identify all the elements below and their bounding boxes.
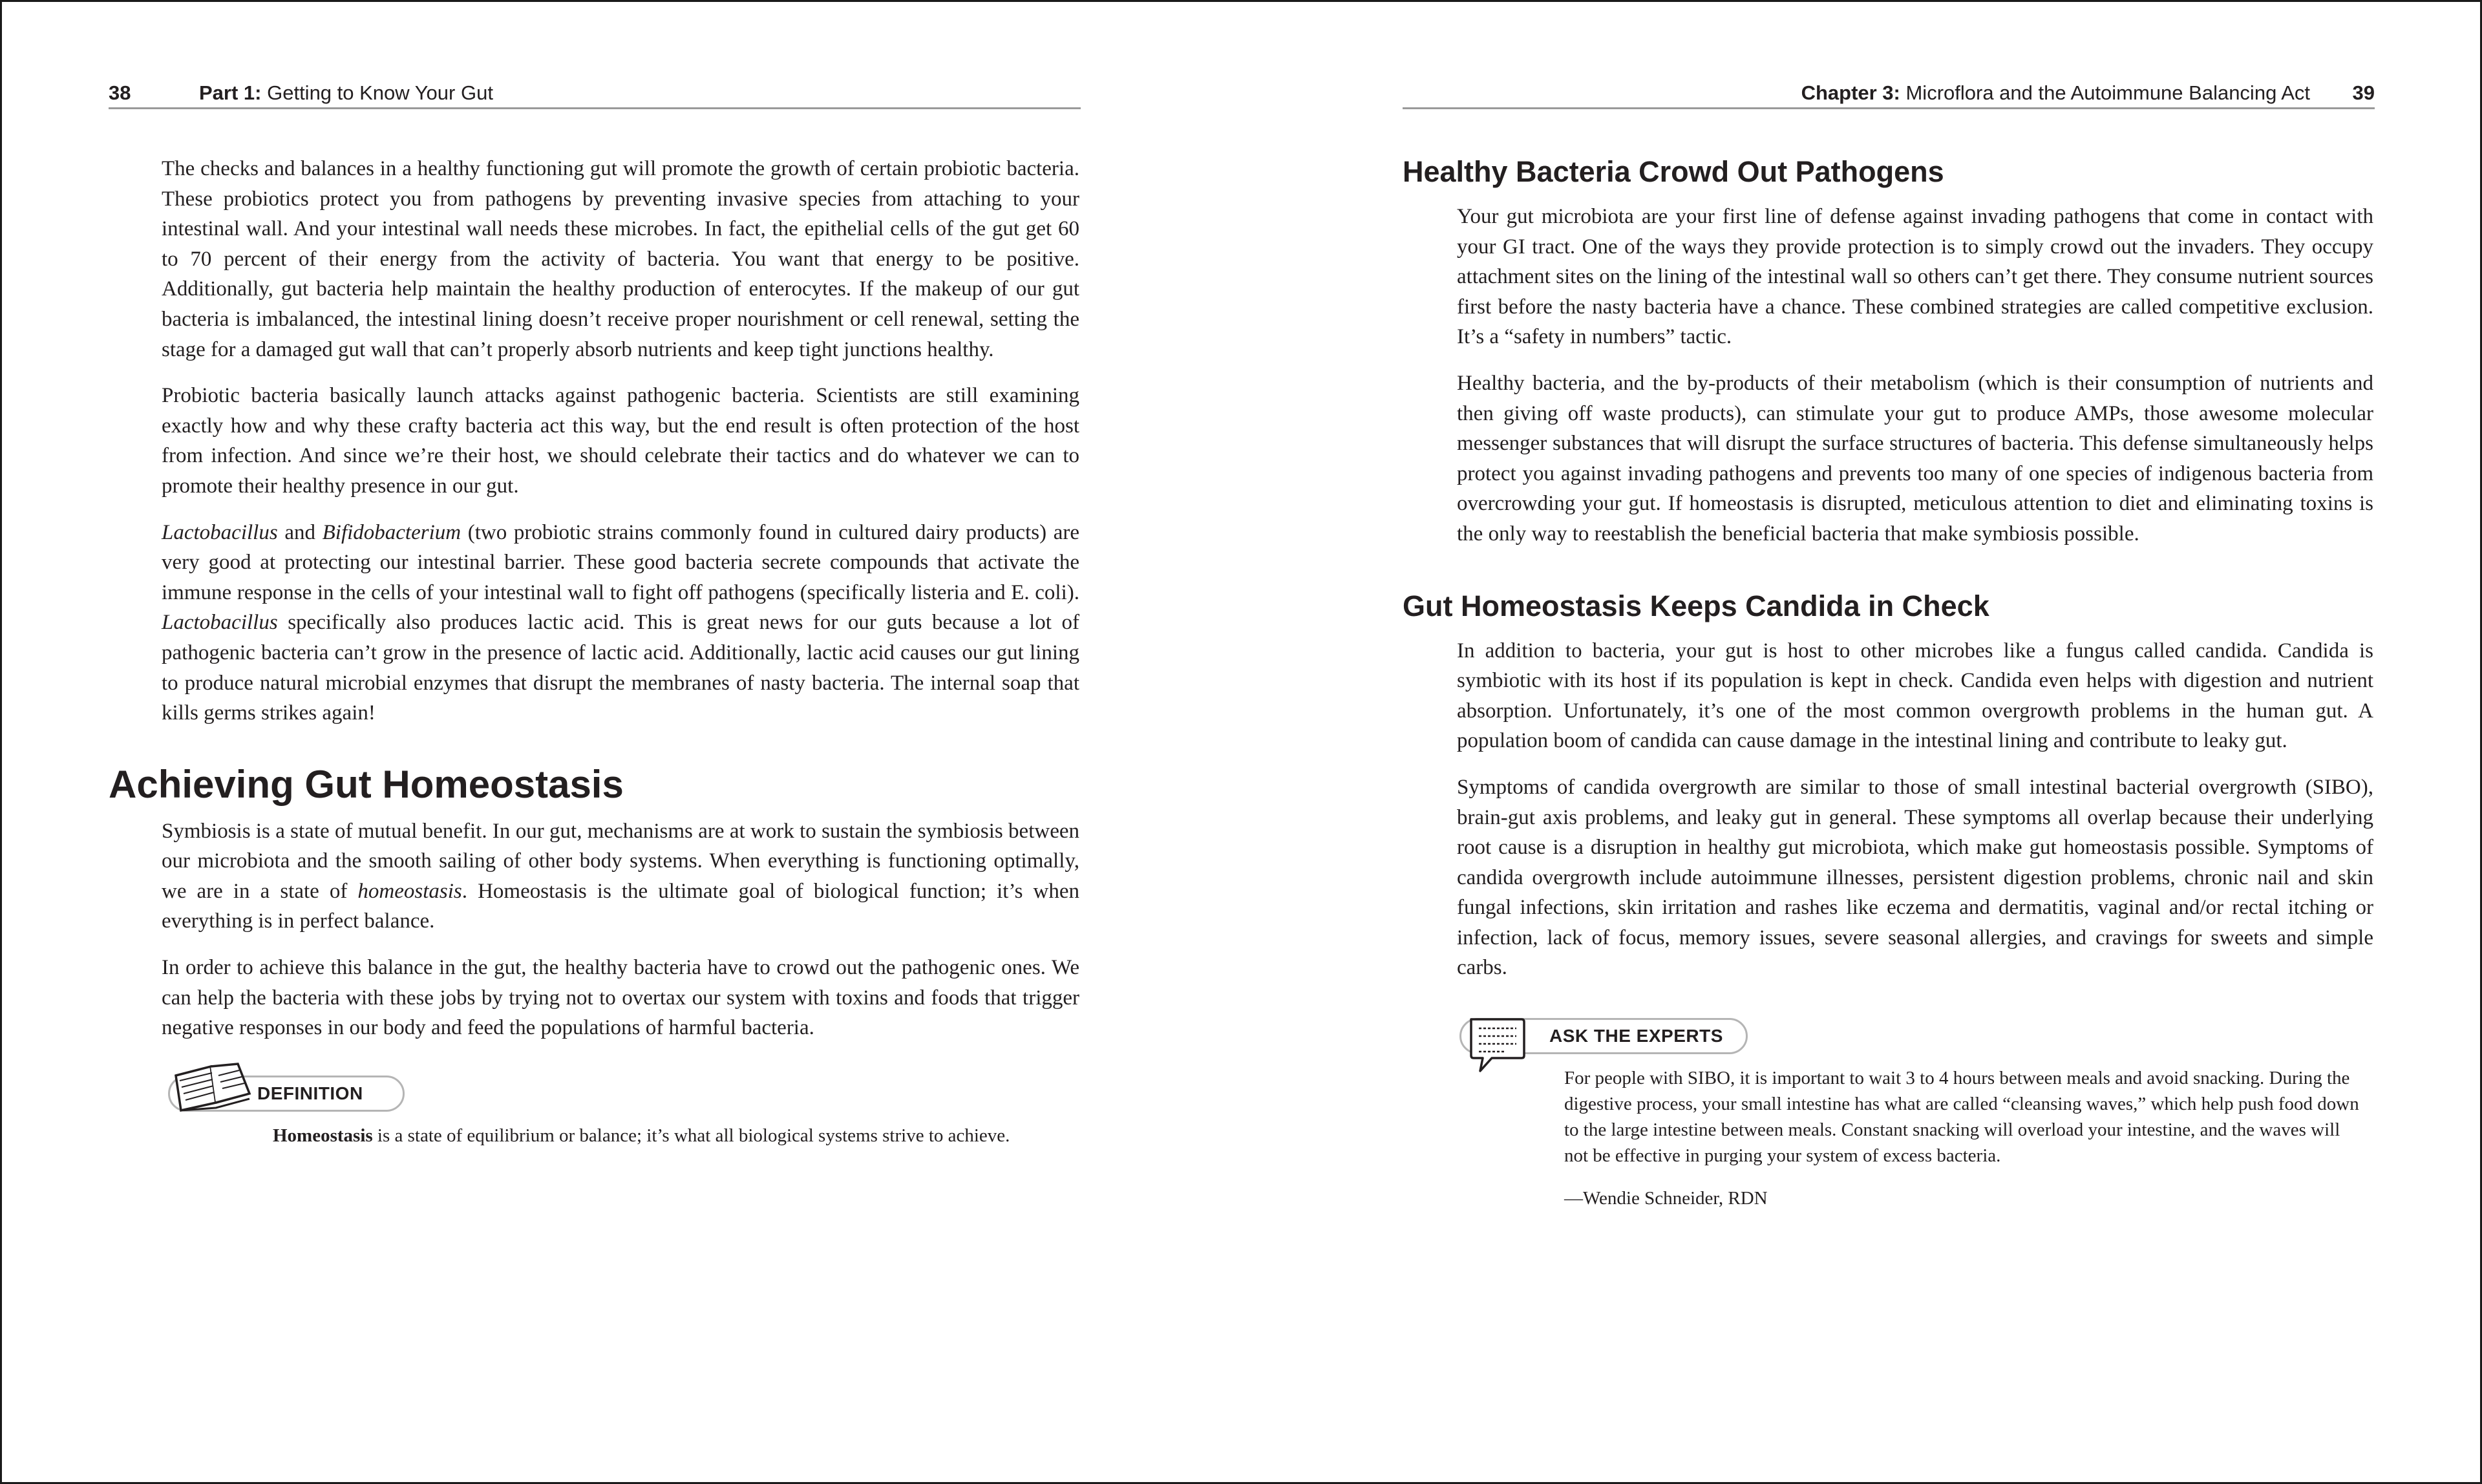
definition-sidebar	[109, 1076, 1081, 1149]
italic-term: Bifidobacterium	[322, 520, 461, 544]
paragraph	[162, 518, 1079, 728]
definition-term: Homeostasis	[273, 1125, 373, 1146]
italic-term: Lactobacillus	[162, 611, 278, 635]
definition-body: is a state of equilibrium or balance; it’s what all biological systems strive to achieve.	[372, 1125, 1010, 1146]
running-head-left	[109, 79, 1081, 109]
chapter-title-text: Microflora and the Autoimmune Balancing Act	[1900, 81, 2310, 104]
experts-attribution: —Wendie Schneider, RDN	[1564, 1188, 1768, 1209]
open-book-icon	[171, 1061, 261, 1113]
paragraph: Healthy bacteria, and the by-products of their metabolism (which is their consumption of nutrients and then giving off waste products), can stimulate your gut to produce AMPs, those awesome molecular messenger substances that will disrupt the surface structures of bacteria. This defense simultaneously helps protect you against invading pathogens and prevents too many of one species of indigenous bacteria from overcrowding your gut. If homeostasis is disrupted, meticulous attention to diet and eliminating toxins is the only way to reestablish the beneficial bacteria that make symbiosis possible.	[1457, 371, 2373, 546]
text-span: and	[277, 520, 323, 544]
definition-text	[273, 1123, 1113, 1149]
definition-label-text: DEFINITION	[257, 1083, 363, 1103]
paragraph: Symptoms of candida overgrowth are similar to those of small intestinal bacterial overgrowth (SIBO), brain-gut axis problems, and leaky gut in general. These symptoms all overlap because their underlying root cause is a disruption in healthy gut microbiota, which make gut homeostasis possible. Symptoms of candida overgrowth include autoimmune illnesses, persistent digestion problems, chronic nail and skin fungal infections, skin irritation and rashes like eczema and dermatitis, vaginal and/or rectal itching or infection, lack of focus, memory issues, severe seasonal allergies, and cravings for sweets and simple carbs.	[1457, 775, 2373, 980]
page-number-right: 39	[2352, 81, 2375, 104]
section-heading: Gut Homeostasis Keeps Candida in Check	[1403, 589, 1989, 622]
paragraph: In order to achieve this balance in the gut, the healthy bacteria have to crowd out the pathogenic ones. We can help the bacteria with these jobs by trying not to overtax our system with toxins and foods that trigger negative responses in our body and feed the populations of harmful bacteria.	[162, 956, 1079, 1040]
italic-term: Lactobacillus	[162, 520, 278, 544]
italic-term: homeostasis	[357, 879, 462, 903]
section-heading: Healthy Bacteria Crowd Out Pathogens	[1403, 155, 1944, 188]
section-heading: Achieving Gut Homeostasis	[109, 762, 624, 806]
part-title-text: Getting to Know Your Gut	[261, 81, 493, 104]
paragraph: The checks and balances in a healthy functioning gut will promote the growth of certain probiotic bacteria. These probiotics protect you from pathogens by preventing invasive species from attaching to your intestinal wall. And your intestinal wall needs these microbes. In fact, the epithelial cells of the gut get 60 to 70 percent of their energy from the activity of bacteria. You want that energy to be positive. Additionally, gut bacteria help maintain the healthy production of enterocytes. If the makeup of our gut bacteria is imbalanced, the intestinal lining doesn’t receive proper nourishment or cell renewal, setting the stage for a damaged gut wall that can’t properly absorb nutrients and keep tight junctions healthy.	[162, 157, 1079, 361]
text-span: Symbiosis is a state of mutual benefit. In our gut, mechanisms are at work to sustain the symbiosis between our microbiota and the smooth sailing of other body systems. When everything is functioning optimally, we are in a state of	[162, 819, 1079, 903]
experts-text: For people with SIBO, it is important to wait 3 to 4 hours between meals and avoid snacking. During the digestive process, your small intestine has what are called “cleansing waves,” which help push food down to the large intestine between meals. Constant snacking will overload your intestine, and the waves will not be effective in purging your system of excess bacteria.	[1564, 1068, 2359, 1167]
text-span: (two probiotic strains commonly found in cultured dairy products) are very good at protecting our intestinal barrier. These good bacteria secrete compounds that activate the immune response in the cells of your intestinal wall to fight off pathogens (specifically listeria and E. coli).	[162, 520, 1079, 604]
experts-sidebar	[1403, 1018, 2375, 1211]
part-label: Part 1:	[199, 81, 262, 104]
paragraph: In addition to bacteria, your gut is host to other microbes like a fungus called candida. Candida is symbiotic with its host if its population is kept in check. Candida even helps with digestion and nutrient absorption. Unfortunately, it’s one of the most common overgrowth problems in the human gut. A population boom of candida can cause damage in the intestinal lining and contribute to leaky gut.	[1457, 639, 2373, 753]
part-title	[199, 79, 493, 107]
experts-label-text: ASK THE EXPERTS	[1549, 1026, 1723, 1046]
chapter-title	[1801, 79, 2310, 107]
paragraph	[162, 816, 1079, 937]
running-head-right	[1403, 79, 2375, 109]
chapter-label: Chapter 3:	[1801, 81, 1900, 104]
left-content	[109, 154, 1081, 1149]
right-content	[1403, 154, 2375, 1211]
left-page	[109, 0, 1081, 1484]
text-span: specifically also produces lactic acid. This is great news for our guts because a lot of pathogenic bacteria can’t grow in the presence of lactic acid. Additionally, lactic acid causes our gut lining to produce natural microbial enzymes that disrupt the membranes of nasty bacteria. The internal soap that kills germs strikes again!	[162, 611, 1079, 725]
right-page	[1403, 0, 2375, 1484]
page-number-left: 38	[109, 81, 131, 104]
text-span: . Homeostasis is the ultimate goal of biological function; it’s when everything is in perfect balance.	[162, 879, 1079, 933]
paragraph: Your gut microbiota are your first line of defense against invading pathogens that come in contact with your GI tract. One of the ways they provide protection is to simply crowd out the invaders. They occupy attachment sites on the lining of the intestinal wall so others can’t get there. They consume nutrient sources first before the nasty bacteria have a chance. These combined strategies are called competitive exclusion. It’s a “safety in numbers” tactic.	[1457, 205, 2373, 349]
speech-bubble-icon	[1466, 1014, 1528, 1076]
paragraph: Probiotic bacteria basically launch attacks against pathogenic bacteria. Scientists are still examining exactly how and why these crafty bacteria act this way, but the end result is often protection of the host from infection. And since we’re their host, we should celebrate their tactics and do whatever we can to promote their healthy presence in our gut.	[162, 384, 1079, 498]
